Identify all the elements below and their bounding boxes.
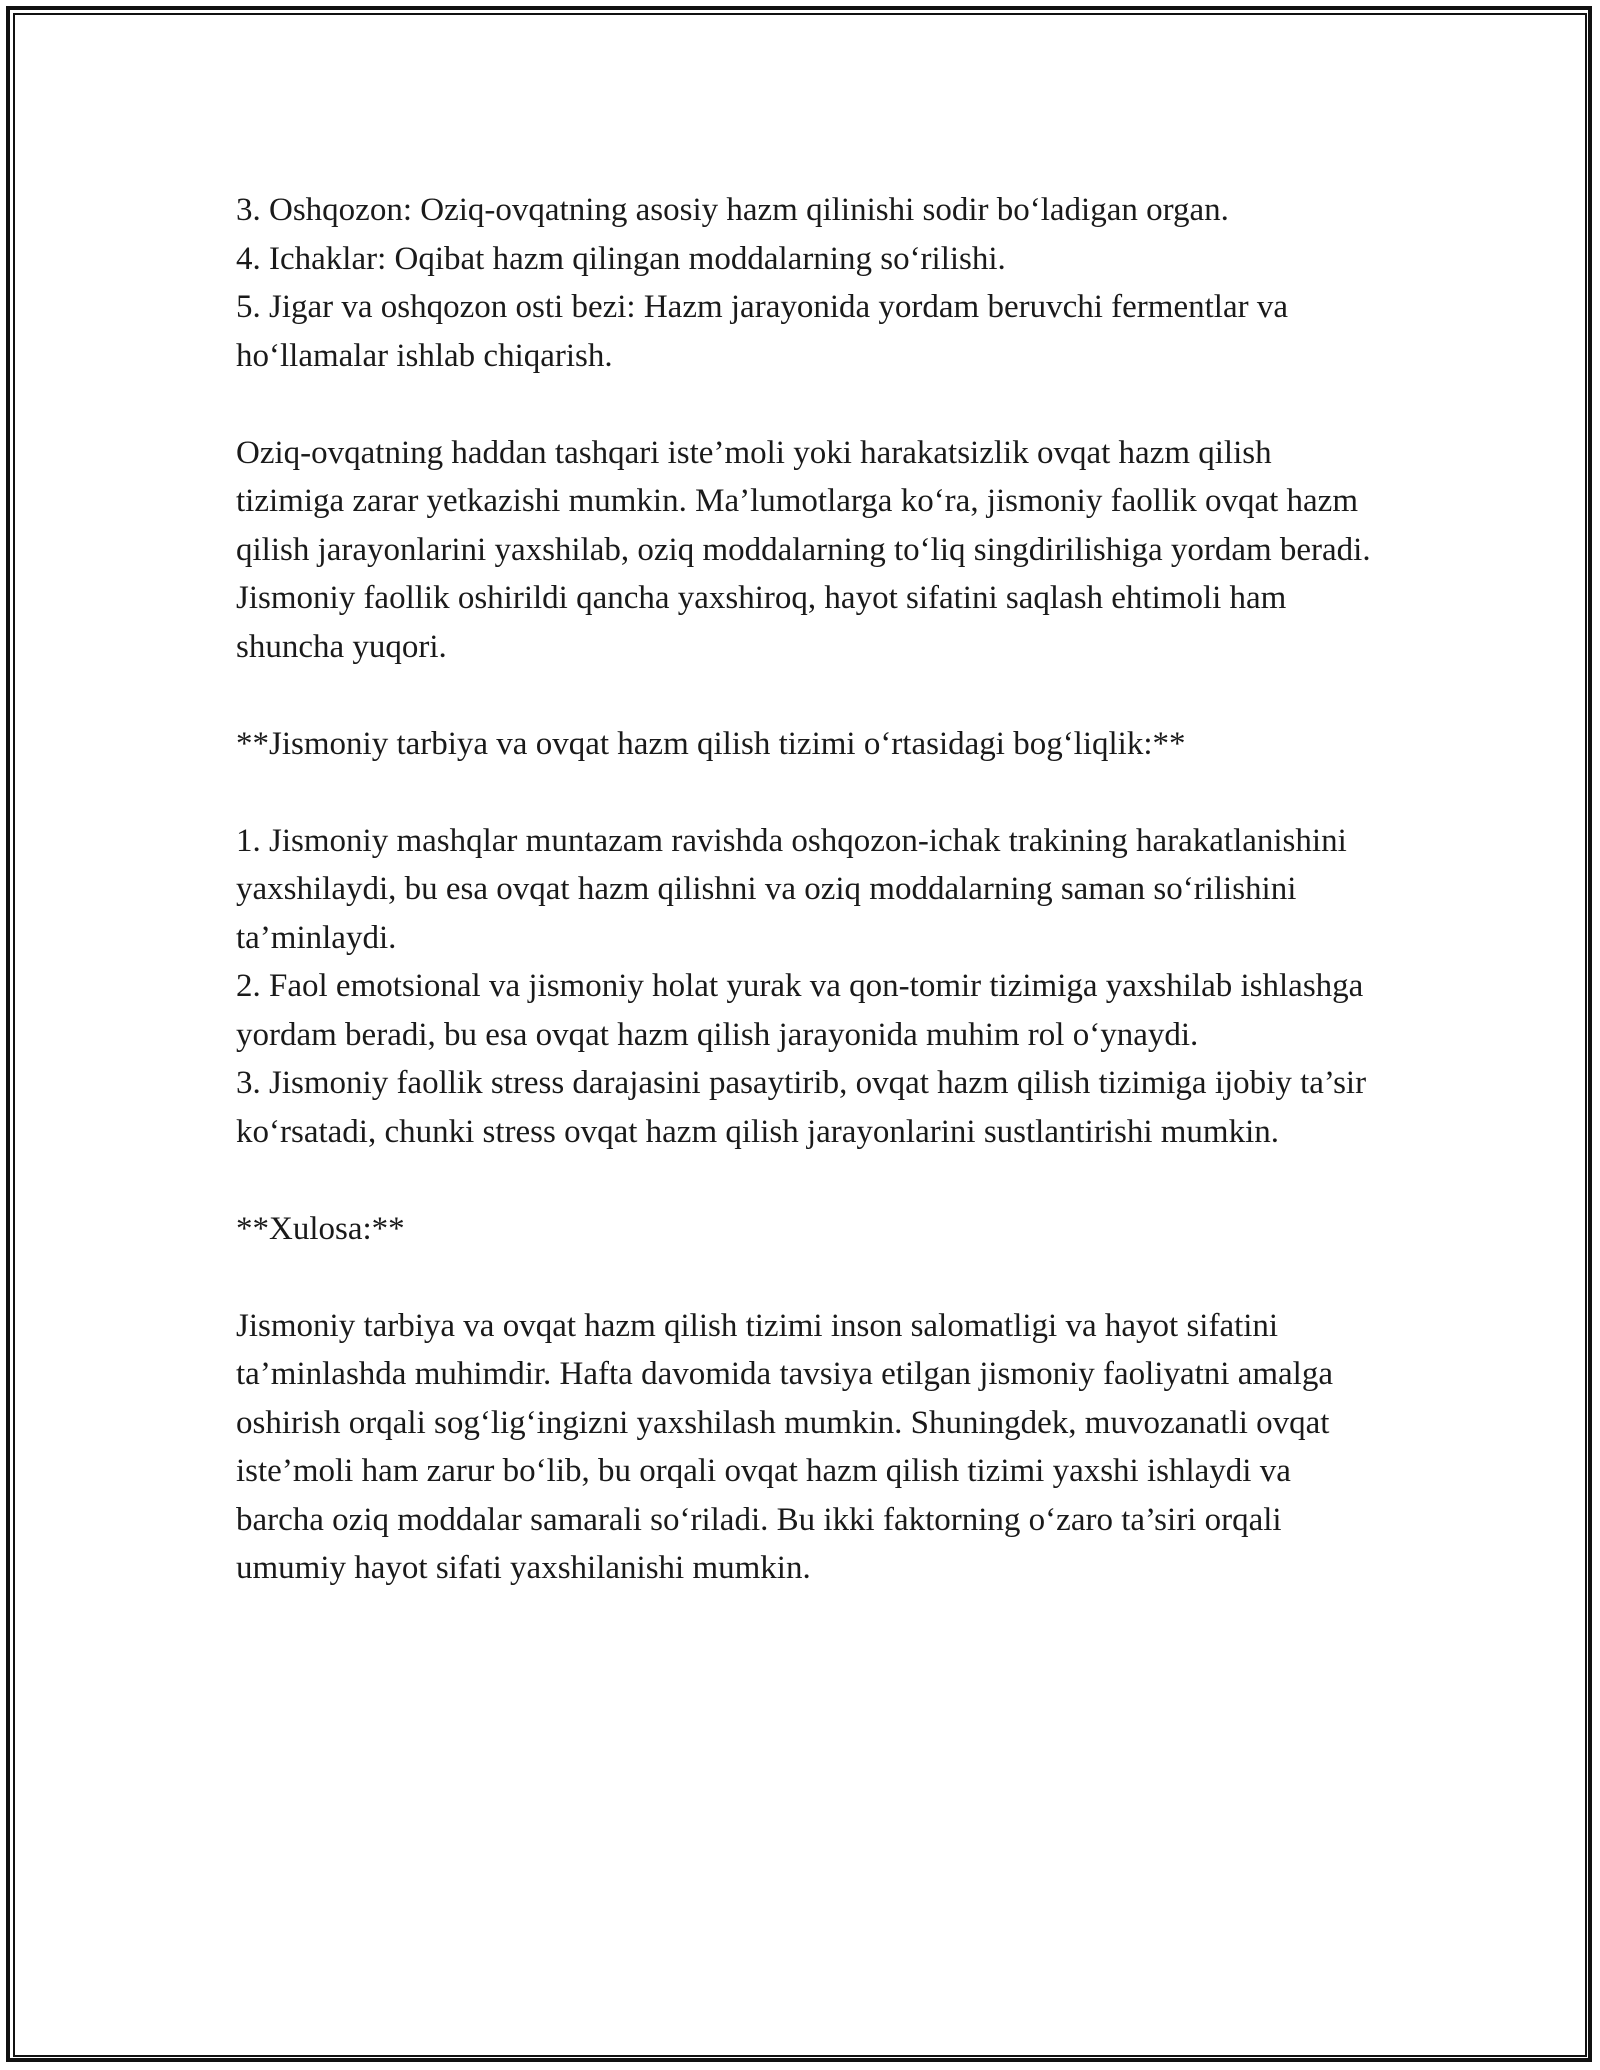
paragraph: Oziq-ovqatning haddan tashqari iste’moli yoki harakatsizlik ovqat hazm qilish tizimiga zarar yetkazishi mumkin. Ma’lumotlarga ko‘ra, jismoniy faollik ovqat hazm qilish jarayonlarini yaxshilab, oziq moddalarning to‘liq singdirilishiga yordam beradi. Jismoniy faollik oshirildi qancha yaxshiroq, hayot sifatini saqlash ehtimoli ham shuncha yuqori. [236, 434, 1379, 665]
list-item: 3. Jismoniy faollik stress darajasini pasaytirib, ovqat hazm qilish tizimiga ijobiy ta’sir ko‘rsatadi, chunki stress ovqat hazm qilish jarayonlarini sustlantirishi mumkin. [236, 1065, 1375, 1150]
spacer [236, 671, 1386, 720]
spacer [236, 1253, 1386, 1302]
section-heading: **Xulosa:** [236, 1210, 405, 1247]
spacer [236, 1156, 1386, 1205]
list-item: 1. Jismoniy mashqlar muntazam ravishda oshqozon-ichak trakining harakatlanishini yaxshilaydi, bu esa ovqat hazm qilishni va oziq moddalarning saman so‘rilishini ta’minlaydi. [236, 822, 1355, 956]
spacer [236, 768, 1386, 817]
list-item: 2. Faol emotsional va jismoniy holat yurak va qon-tomir tizimiga yaxshilab ishlashga yordam beradi, bu esa ovqat hazm qilish jarayonida muhim rol o‘ynaydi. [236, 968, 1372, 1053]
list-item: 4. Ichaklar: Oqibat hazm qilingan moddalarning so‘rilishi. [236, 240, 1006, 277]
list-item: 3. Oshqozon: Oziq-ovqatning asosiy hazm qilinishi sodir bo‘ladigan organ. [236, 192, 1229, 228]
spacer [236, 380, 1386, 429]
paragraph: Jismoniy tarbiya va ovqat hazm qilish tizimi inson salomatligi va hayot sifatini ta’minlashda muhimdir. Hafta davomida tavsiya etilgan jismoniy faoliyatni amalga oshirish orqali sog‘lig‘ingizni yaxshilash mumkin. Shuningdek, muvozanatli ovqat iste’moli ham zarur bo‘lib, bu orqali ovqat hazm qilish tizimi yaxshi ishlaydi va barcha oziq moddalar samarali so‘riladi. Bu ikki faktorning o‘zaro ta’siri orqali umumiy hayot sifati yaxshilanishi mumkin. [236, 1307, 1342, 1586]
section-heading: **Jismoniy tarbiya va ovqat hazm qilish tizimi o‘rtasidagi bog‘liqlik:** [236, 725, 1186, 762]
document-body [236, 186, 1386, 1593]
list-item: 5. Jigar va oshqozon osti bezi: Hazm jarayonida yordam beruvchi fermentlar va ho‘llamalar ishlab chiqarish. [236, 289, 1297, 374]
